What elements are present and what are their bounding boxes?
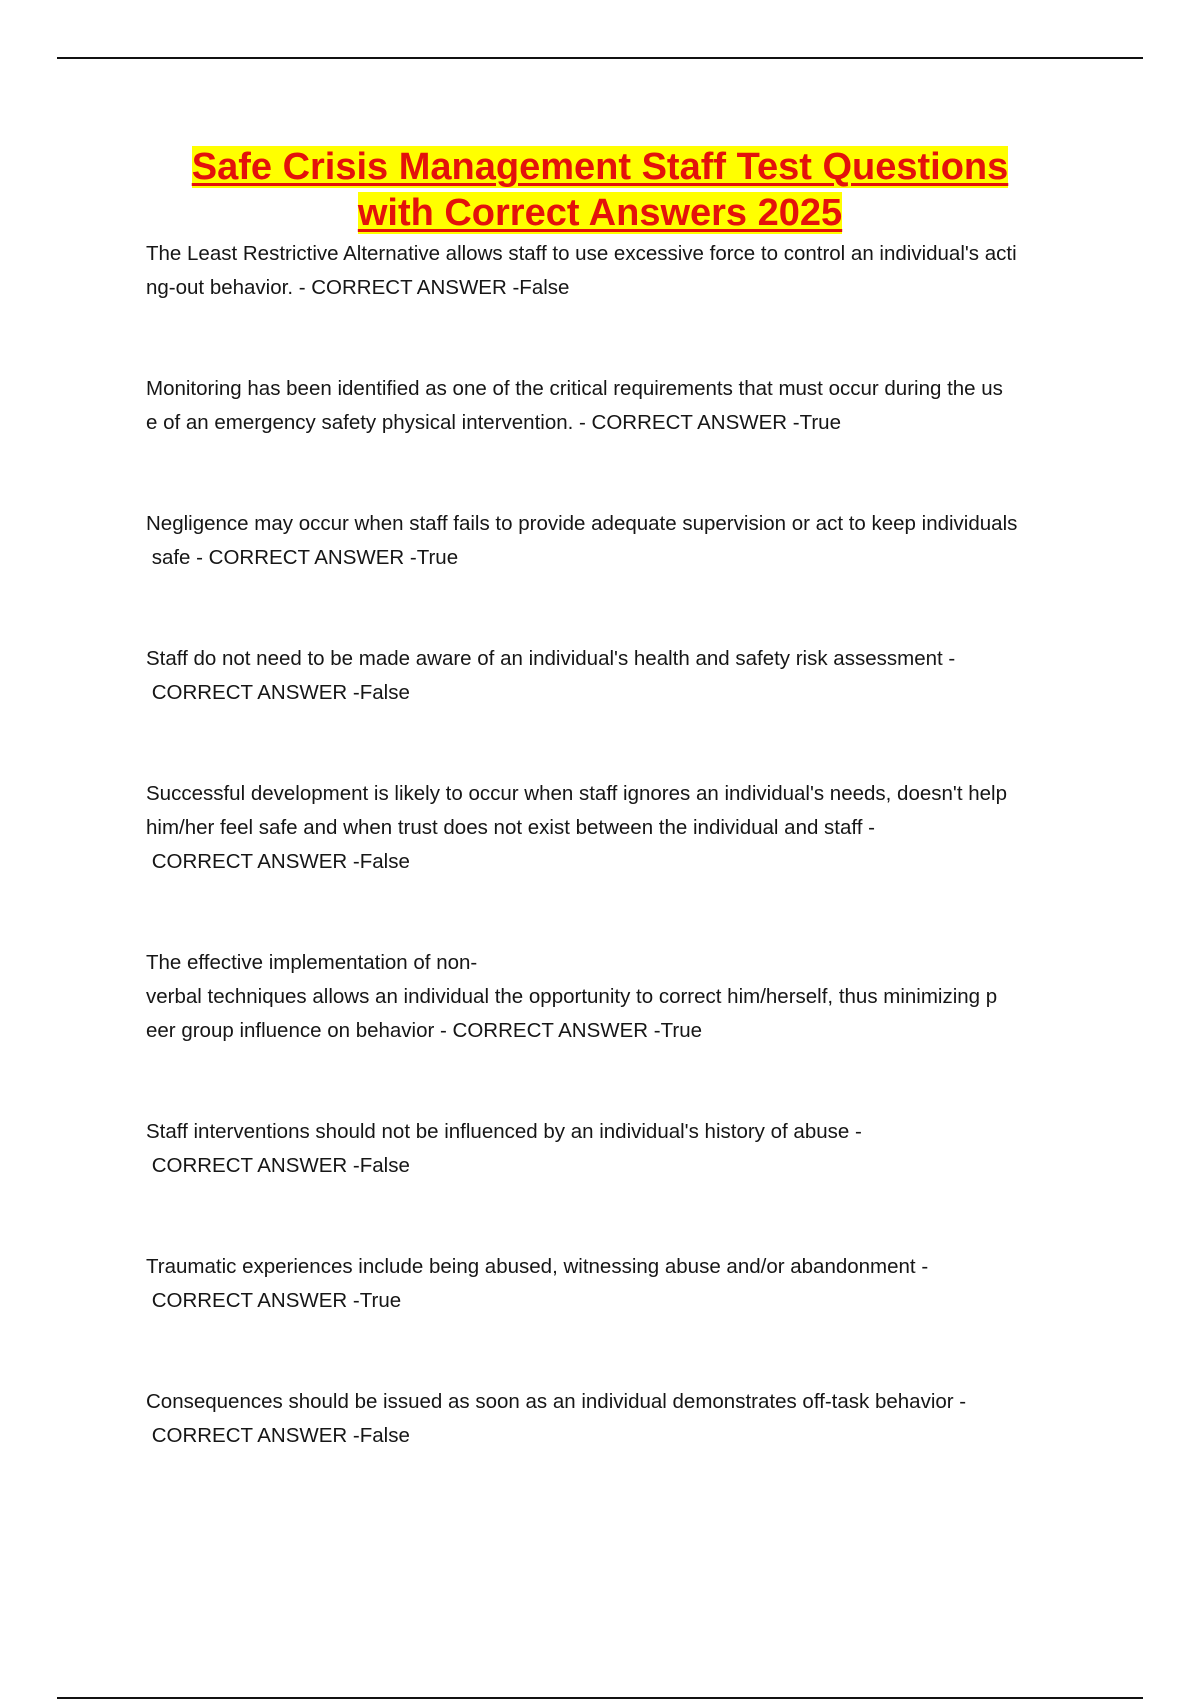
qa-item-9: Consequences should be issued as soon as an individual demonstrates off-task behavior - CORRECT ANSWER -False (146, 1390, 967, 1447)
top-rule (57, 57, 1143, 59)
qa-item-2: Monitoring has been identified as one of the critical requirements that must occur during the us e of an emergency safety physical intervention. - CORRECT ANSWER -True (146, 377, 1003, 434)
qa-item-8: Traumatic experiences include being abused, witnessing abuse and/or abandonment - CORRECT ANSWER -True (146, 1255, 929, 1312)
qa-item-5: Successful development is likely to occur when staff ignores an individual's needs, doesn't help him/her feel safe and when trust does not exist between the individual and staff - CORRECT ANSWER -False (146, 782, 1007, 873)
qa-item-4: Staff do not need to be made aware of an individual's health and safety risk assessment - CORRECT ANSWER -False (146, 647, 956, 704)
qa-item-7: Staff interventions should not be influenced by an individual's history of abuse - CORRECT ANSWER -False (146, 1120, 862, 1177)
question-answer-list (146, 237, 1091, 1453)
qa-item-3: Negligence may occur when staff fails to provide adequate supervision or act to keep individuals safe - CORRECT ANSWER -True (146, 512, 1018, 569)
title-line-1: Safe Crisis Management Staff Test Questions (191, 146, 1009, 188)
bottom-rule (57, 1697, 1143, 1699)
title-line-2: with Correct Answers 2025 (357, 192, 843, 234)
qa-item-1: The Least Restrictive Alternative allows staff to use excessive force to control an individual's acti ng-out behavior. - CORRECT ANSWER -False (146, 242, 1017, 299)
qa-item-6: The effective implementation of non- verbal techniques allows an individual the opportunity to correct him/herself, thus minimizing p eer group influence on behavior - CORRECT ANSWER -True (146, 951, 998, 1042)
document-title (0, 144, 1200, 236)
